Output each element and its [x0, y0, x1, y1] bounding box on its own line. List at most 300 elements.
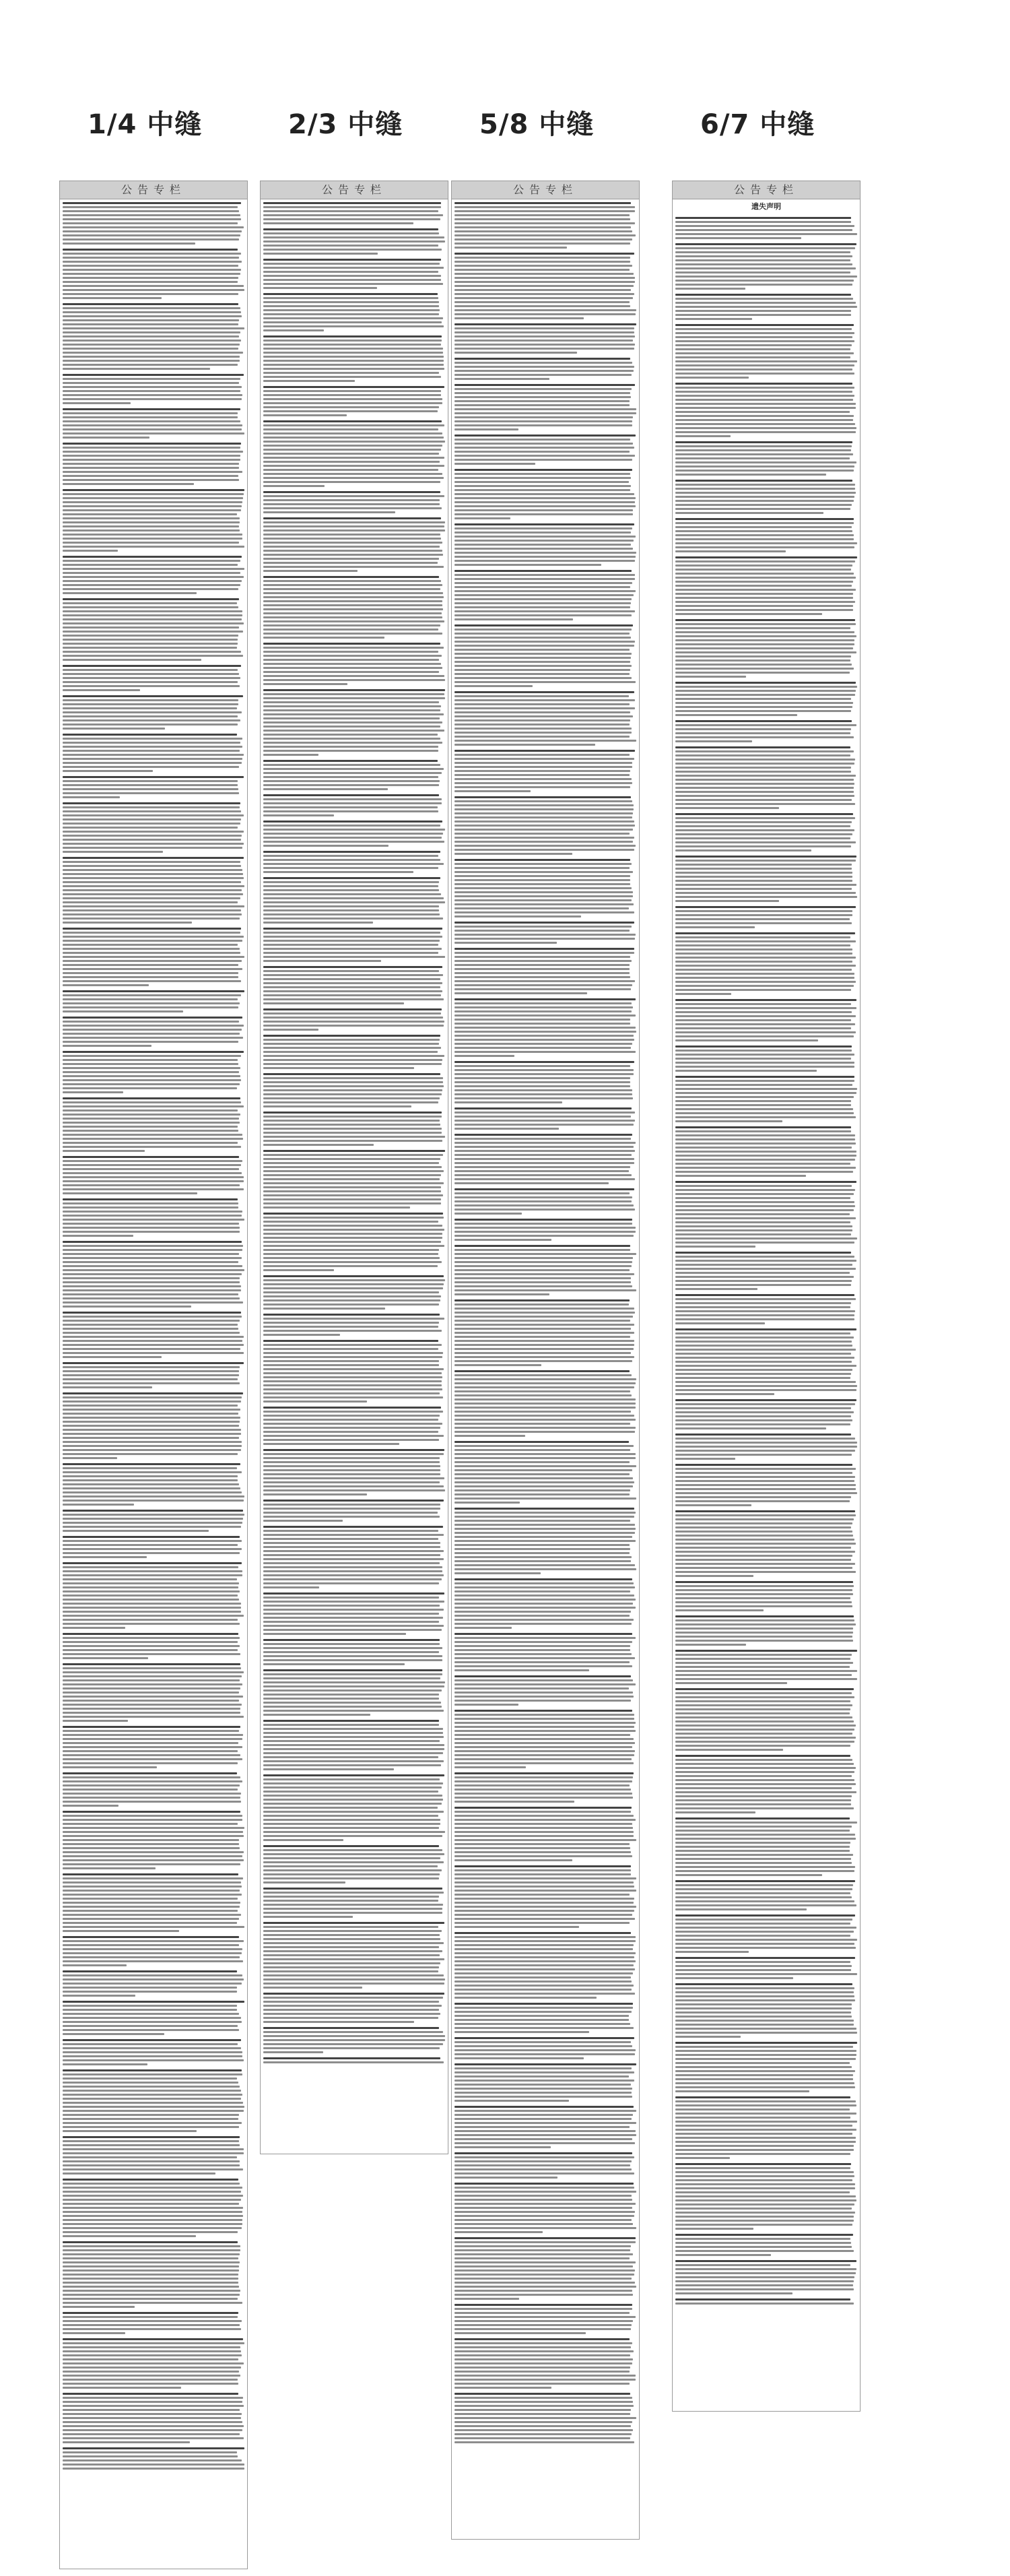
text-line [63, 501, 242, 503]
text-line [675, 609, 853, 611]
text-line [263, 1372, 442, 1374]
text-line [63, 2051, 242, 2053]
text-line [675, 1181, 856, 1183]
text-line [263, 784, 439, 786]
notice-paragraph [454, 2106, 636, 2148]
text-line [63, 2140, 239, 2142]
text-line [675, 1369, 852, 1371]
text-line [454, 1154, 632, 1156]
text-line [263, 1182, 444, 1184]
text-line [675, 1268, 856, 1270]
text-line [263, 820, 442, 823]
text-line [675, 1696, 854, 1698]
text-line [263, 1340, 438, 1342]
text-line [454, 473, 630, 475]
text-line [263, 1896, 439, 1898]
text-line [454, 1544, 630, 1546]
text-line [675, 1892, 850, 1894]
notice-paragraph [675, 294, 857, 320]
text-line [454, 590, 636, 592]
text-line [63, 1433, 241, 1435]
text-line [675, 918, 850, 920]
text-line [454, 1590, 630, 1592]
column-title: 5/8 中缝 [479, 109, 595, 140]
text-line [454, 1415, 634, 1417]
text-line [63, 1793, 241, 1795]
notice-paragraph [675, 1510, 857, 1577]
text-line [263, 1791, 438, 1793]
text-line [454, 265, 632, 267]
notice-paragraph [675, 619, 857, 678]
text-line [63, 780, 238, 782]
text-line [263, 1245, 444, 1247]
column-1 [58, 101, 253, 148]
text-line [63, 2195, 243, 2197]
text-line [263, 249, 442, 251]
text-line [454, 1890, 636, 1892]
text-line [263, 655, 442, 657]
text-line [675, 387, 854, 389]
text-line [63, 728, 165, 730]
text-line [63, 1831, 243, 1833]
text-line [263, 693, 444, 695]
text-line [263, 1485, 444, 1487]
text-line [454, 782, 632, 784]
text-line [454, 1918, 635, 1920]
text-line [63, 1514, 244, 1516]
text-line [675, 1454, 852, 1456]
text-line [454, 770, 630, 772]
text-line [454, 2298, 519, 2300]
text-line [675, 1276, 854, 1278]
text-line [675, 736, 854, 738]
text-line [63, 588, 238, 590]
text-line [263, 360, 444, 362]
text-line [675, 1543, 856, 1545]
text-line [454, 1734, 630, 1736]
text-line [454, 934, 636, 936]
announcement-strip-1 [59, 181, 248, 2569]
text-line [454, 1873, 631, 1875]
text-line [675, 1674, 852, 1676]
text-line [63, 770, 153, 772]
text-line [675, 664, 852, 666]
text-line [454, 2425, 631, 2427]
text-line [675, 1791, 856, 1793]
text-line [263, 562, 438, 564]
text-line [675, 1846, 850, 1848]
text-line [454, 1249, 630, 1251]
text-line [63, 386, 242, 388]
notice-paragraph [454, 1245, 636, 1295]
text-line [263, 1578, 442, 1580]
text-line [263, 202, 441, 204]
text-line [675, 504, 852, 506]
text-line [263, 994, 441, 996]
text-line [263, 893, 441, 895]
text-line [263, 449, 441, 451]
text-line [63, 861, 240, 863]
text-line [675, 2191, 850, 2193]
text-line [454, 2183, 634, 2185]
text-line [63, 1083, 240, 1085]
text-line [675, 813, 853, 815]
text-line [263, 259, 441, 261]
announcement-strip-2 [260, 181, 448, 2154]
text-line [263, 1888, 442, 1890]
text-line [63, 2043, 238, 2045]
text-line [675, 2007, 852, 2009]
text-line [63, 1457, 117, 1459]
text-line [454, 2067, 632, 2069]
notice-paragraph [263, 1008, 445, 1031]
notice-paragraph [63, 2179, 244, 2237]
text-line [63, 1029, 242, 1031]
text-line [675, 1272, 850, 1274]
text-line [263, 380, 355, 382]
text-line [454, 439, 630, 441]
text-line [63, 378, 240, 380]
text-line [63, 1293, 238, 1295]
text-line [63, 1991, 237, 1993]
text-line [675, 799, 852, 801]
text-line [63, 1683, 242, 1685]
text-line [675, 714, 797, 716]
text-line [675, 999, 856, 1001]
text-line [63, 556, 242, 558]
text-line [675, 926, 755, 928]
text-line [63, 447, 240, 449]
text-line [454, 222, 635, 224]
text-line [454, 348, 634, 350]
text-line [454, 1922, 630, 1924]
text-line [675, 1834, 855, 1836]
text-line [675, 2058, 856, 2060]
text-line [454, 968, 630, 970]
notice-paragraph [454, 1508, 636, 1574]
notice-paragraph [675, 2096, 857, 2159]
text-line [263, 542, 442, 544]
notice-paragraph [263, 1592, 445, 1635]
text-line [454, 681, 636, 683]
text-line [263, 275, 441, 277]
text-line [675, 1983, 852, 1985]
text-line [454, 1776, 633, 1778]
notice-paragraph [63, 598, 244, 661]
text-line [63, 1417, 240, 1419]
text-line [63, 1552, 240, 1554]
text-line [454, 1780, 632, 1782]
text-line [263, 1435, 444, 1437]
notice-paragraph [454, 1710, 636, 1768]
text-line [63, 2009, 237, 2011]
text-line [675, 989, 851, 991]
text-line [63, 2278, 238, 2280]
text-line [454, 408, 636, 410]
text-line [63, 2294, 240, 2296]
text-line [675, 1015, 856, 1017]
text-line [63, 1202, 238, 1204]
text-line [454, 1146, 634, 1148]
text-line [675, 1640, 853, 1642]
text-line [263, 1089, 442, 1091]
text-line [454, 1465, 636, 1467]
text-line [454, 1370, 630, 1372]
text-line [675, 1096, 854, 1098]
text-line [263, 1831, 445, 1833]
text-line [63, 360, 240, 362]
text-line [675, 906, 856, 908]
text-line [454, 570, 632, 572]
text-line [454, 1209, 635, 1211]
text-line [675, 1450, 855, 1452]
text-line [63, 1045, 152, 1047]
text-line [63, 1704, 242, 1706]
text-line [63, 1449, 241, 1451]
text-line [675, 1904, 856, 1906]
text-line [675, 546, 854, 548]
text-line [454, 1182, 609, 1184]
text-line [675, 795, 854, 797]
text-line [63, 968, 242, 970]
notice-paragraph [675, 1688, 857, 1751]
text-line [675, 560, 855, 562]
text-line [263, 1827, 439, 1829]
text-line [454, 2049, 636, 2051]
text-line [675, 484, 855, 486]
text-line [454, 2379, 636, 2381]
text-line [63, 810, 241, 812]
text-line [675, 221, 851, 223]
text-line [675, 2070, 855, 2072]
text-line [454, 641, 635, 643]
text-line [454, 614, 632, 616]
text-line [63, 1637, 240, 1639]
text-line [675, 2032, 857, 2034]
text-line [675, 2149, 854, 2151]
text-line [675, 1858, 851, 1860]
text-line [454, 1204, 634, 1206]
text-line [63, 835, 242, 837]
text-line [454, 2168, 632, 2170]
notice-paragraph [63, 1392, 244, 1459]
notice-paragraph [454, 1107, 636, 1130]
text-line [454, 469, 632, 471]
text-line [675, 336, 852, 338]
text-line [454, 1051, 636, 1053]
text-line [263, 293, 438, 295]
text-line [63, 2073, 242, 2075]
text-line [63, 580, 242, 582]
text-line [63, 1006, 238, 1008]
text-line [454, 1746, 632, 1748]
text-line [263, 245, 438, 247]
text-line [63, 998, 238, 1000]
text-line [454, 758, 634, 760]
text-line [675, 496, 854, 498]
text-line [675, 1189, 855, 1191]
text-line [63, 1930, 179, 1932]
text-line [454, 2031, 589, 2033]
text-line [63, 315, 242, 317]
text-line [263, 2047, 440, 2049]
text-line [63, 1075, 240, 1077]
text-line [263, 240, 445, 243]
text-line [263, 2035, 445, 2037]
text-line [675, 1551, 855, 1553]
text-line [675, 1155, 856, 1157]
text-line [454, 740, 636, 742]
text-line [675, 940, 856, 942]
text-line [63, 402, 131, 404]
text-line [675, 1341, 852, 1343]
text-line [454, 1819, 636, 1821]
text-line [454, 1364, 541, 1366]
text-line [263, 1934, 440, 1936]
text-line [63, 1105, 244, 1107]
text-line [263, 1469, 440, 1471]
text-line [675, 1947, 856, 1949]
column-3 [450, 101, 645, 148]
notice-paragraph [63, 2039, 244, 2065]
text-line [675, 841, 856, 843]
text-line [675, 961, 852, 963]
text-line [454, 1427, 636, 1429]
text-line [263, 1617, 443, 1619]
text-line [675, 1969, 851, 1971]
text-line [675, 271, 850, 273]
text-line [454, 1269, 630, 1271]
text-line [454, 2019, 629, 2021]
text-line [263, 1677, 440, 1679]
notice-paragraph [675, 1880, 857, 1910]
text-line [454, 1599, 636, 1601]
notice-paragraph [63, 1017, 244, 1047]
text-line [454, 988, 631, 990]
text-line [63, 2342, 244, 2344]
text-line [63, 2130, 197, 2132]
notice-paragraph [675, 243, 857, 290]
text-line [454, 1827, 633, 1829]
text-line [675, 2133, 852, 2135]
text-line [454, 820, 634, 823]
text-line [263, 566, 444, 568]
text-line [263, 2013, 440, 2015]
text-line [675, 803, 855, 805]
text-line [454, 340, 633, 342]
text-line [263, 279, 441, 281]
text-line [63, 665, 241, 667]
text-line [454, 980, 635, 982]
text-line [263, 1465, 440, 1467]
text-line [263, 1364, 439, 1366]
text-line [263, 1043, 439, 1045]
text-line [63, 2102, 243, 2104]
text-line [63, 1079, 241, 1081]
text-line [63, 758, 242, 760]
text-line [454, 1661, 630, 1663]
text-line [263, 352, 443, 354]
text-line [63, 2362, 244, 2364]
notice-paragraph [454, 1370, 636, 1437]
text-line [675, 1957, 855, 1959]
text-line [63, 1010, 183, 1012]
text-line [454, 2269, 635, 2272]
text-line [63, 1332, 240, 1334]
text-line [454, 2429, 633, 2431]
text-line [675, 868, 852, 870]
notice-paragraph [263, 1150, 445, 1209]
text-line [63, 1366, 240, 1368]
text-line [63, 746, 242, 748]
text-line [454, 548, 633, 550]
text-line [63, 1409, 240, 1411]
text-line [63, 1894, 242, 1896]
text-line [675, 1888, 852, 1890]
text-line [454, 1196, 632, 1198]
text-line [675, 2062, 850, 2064]
notice-paragraph [63, 1097, 244, 1152]
text-line [63, 344, 240, 346]
text-line [454, 2088, 632, 2090]
text-line [63, 1811, 240, 1813]
text-line [675, 1991, 854, 1993]
text-line [63, 1253, 239, 1255]
text-line [675, 1011, 852, 1013]
text-line [63, 1067, 240, 1069]
text-line [63, 897, 240, 899]
text-line [454, 952, 634, 954]
text-line [454, 2187, 634, 2189]
text-line [675, 1284, 851, 1286]
text-line [454, 1065, 630, 1067]
text-line [454, 434, 636, 437]
text-line [454, 238, 632, 240]
notice-paragraph [263, 1073, 445, 1107]
text-line [263, 1431, 438, 1433]
text-line [454, 1989, 632, 1991]
text-line [675, 344, 852, 346]
text-line [454, 1453, 636, 1455]
text-line [63, 1566, 238, 1568]
text-line [675, 1138, 855, 1140]
text-line [263, 651, 438, 653]
text-line [263, 1055, 444, 1057]
text-line [454, 669, 630, 671]
notice-paragraph [454, 1061, 636, 1103]
text-line [675, 1288, 758, 1290]
text-line [675, 1252, 851, 1254]
text-line [454, 1835, 634, 1837]
text-line [63, 584, 240, 586]
text-line [263, 885, 438, 887]
strip-header: 公告专栏 [261, 181, 448, 199]
text-line [63, 1192, 197, 1194]
text-line [454, 513, 633, 515]
notice-paragraph [263, 2027, 445, 2053]
text-line [63, 1273, 242, 1275]
text-line [63, 1168, 239, 1170]
text-line [63, 1328, 238, 1330]
text-line [454, 1762, 634, 1764]
text-line [454, 317, 584, 319]
text-line [454, 1061, 634, 1063]
text-line [63, 1471, 242, 1473]
text-line [63, 2379, 238, 2381]
text-line [675, 288, 745, 290]
text-line [263, 386, 444, 388]
text-line [63, 1316, 242, 1318]
